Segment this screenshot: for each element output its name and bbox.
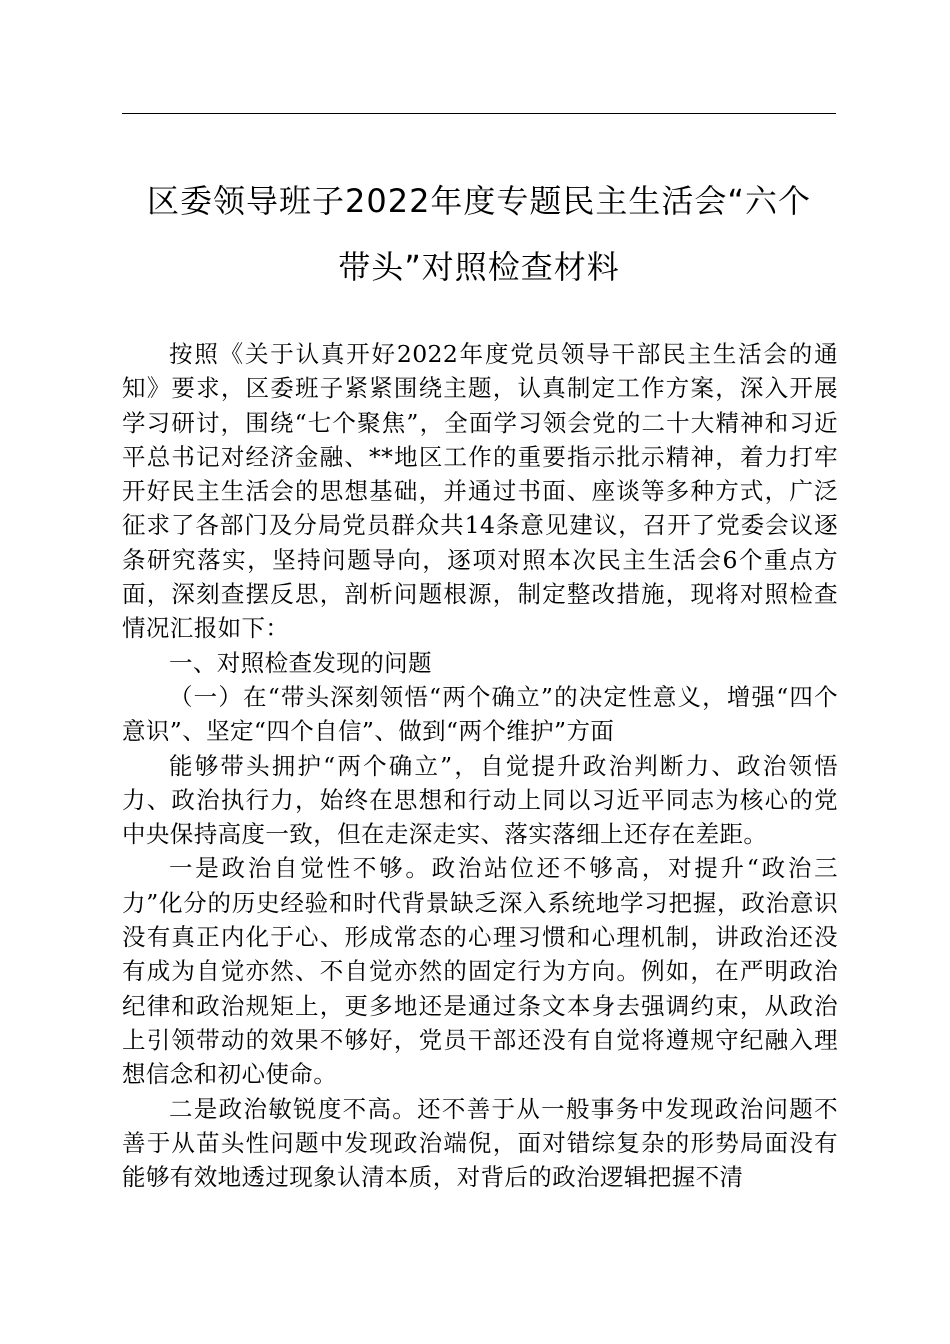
body-paragraph: 能够带头拥护“两个确立”，自觉提升政治判断力、政治领悟力、政治执行力，始终在思想和行动上同以习近平同志为核心的党中央保持高度一致，但在走深走实、落实落细上还存在差距。 xyxy=(122,751,838,849)
body-paragraph-point-1: 一是政治自觉性不够。政治站位还不够高，对提升“政治三力”化分的历史经验和时代背景缺乏深入系统地学习把握，政治意识没有真正内化于心、形成常态的心理习惯和心理机制，讲政治还没有成为自觉亦然、不自觉亦然的固定行为方向。例如，在严明政治纪律和政治规矩上，更多地还是通过条文本身去强调约束，从政治上引领带动的效果不够好，党员干部还没有自觉将遵规守纪融入理想信念和初心使命。 xyxy=(122,854,838,1089)
subsection-heading-1: （一）在“带头深刻领悟“两个确立”的决定性意义，增强“四个意识”、坚定“四个自信”、做到“两个维护”方面 xyxy=(122,682,838,746)
title-line-1: 区委领导班子2022年度专题民主生活会“六个 xyxy=(146,182,812,220)
document-title xyxy=(112,168,846,300)
body-paragraph-point-2: 二是政治敏锐度不高。还不善于从一般事务中发现政治问题不善于从苗头性问题中发现政治端倪，面对错综复杂的形势局面没有能够有效地透过现象认清本质，对背后的政治逻辑把握不清 xyxy=(122,1094,838,1192)
intro-paragraph: 按照《关于认真开好2022年度党员领导干部民主生活会的通知》要求，区委班子紧紧围绕主题，认真制定工作方案，深入开展学习研讨，围绕“七个聚焦”，全面学习领会党的二十大精神和习近平总书记对经济金融、**地区工作的重要指示批示精神，着力打牢开好民主生活会的思想基础，并通过书面、座谈等多种方式，广泛征求了各部门及分局党员群众共14条意见建议，召开了党委会议逐条研究落实，坚持问题导向，逐项对照本次民主生活会6个重点方面，深刻查摆反思，剖析问题根源，制定整改措施，现将对照检查情况汇报如下： xyxy=(122,340,838,643)
document-body xyxy=(122,337,838,1194)
title-line-2: 带头”对照检查材料 xyxy=(338,248,620,286)
header-rule xyxy=(122,113,836,114)
section-heading-problems: 一、对照检查发现的问题 xyxy=(169,648,432,677)
